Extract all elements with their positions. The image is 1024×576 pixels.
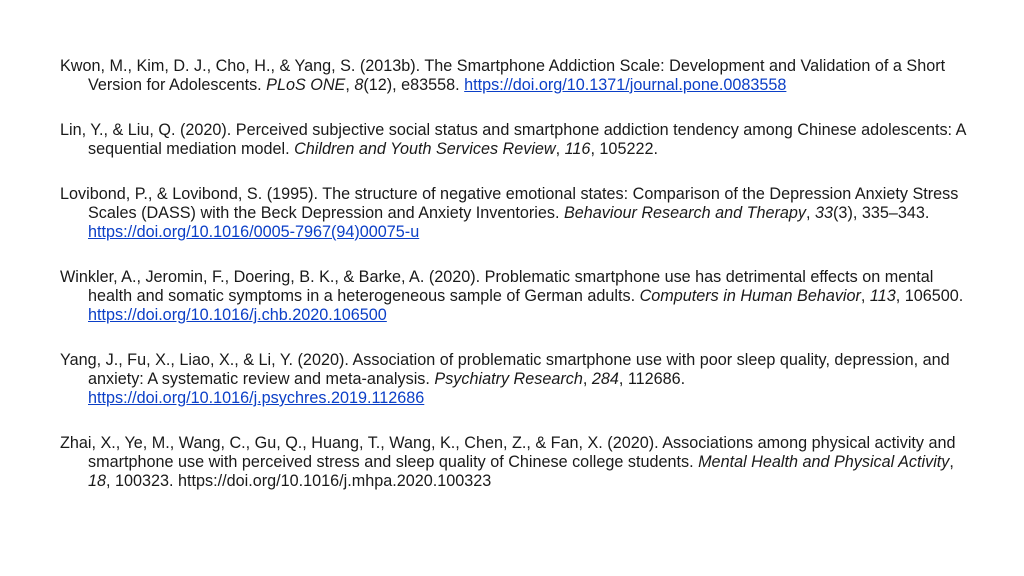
ref-journal: Behaviour Research and Therapy bbox=[563, 204, 807, 222]
ref-authors: Lin, Y., & Liu, Q. (2020). bbox=[60, 121, 232, 139]
ref-doi-link[interactable]: https://doi.org/10.1016/j.chb.2020.106500 bbox=[88, 306, 387, 324]
ref-authors: Zhai, X., Ye, M., Wang, C., Gu, Q., Huang, T., Wang, K., Chen, Z., & Fan, X. (2020). bbox=[60, 434, 659, 452]
ref-title: Association of problematic smartphone use with poor sleep quality, depression, and anxiety: A systematic review and meta-analysis. bbox=[88, 351, 950, 388]
ref-authors: Winkler, A., Jeromin, F., Doering, B. K., & Barke, A. (2020). bbox=[60, 268, 481, 286]
ref-title: Associations among physical activity and smartphone use with perceived stress and sleep quality of Chinese college students. bbox=[88, 434, 956, 471]
ref-journal: Children and Youth Services Review bbox=[294, 140, 556, 158]
ref-authors: Kwon, M., Kim, D. J., Cho, H., & Yang, S. (2013b). bbox=[60, 57, 421, 75]
ref-doi-link[interactable]: https://doi.org/10.1016/0005-7967(94)00075-u bbox=[88, 223, 420, 241]
ref-journal: Mental Health and Physical Activity bbox=[698, 453, 950, 471]
ref-issue-pages: , 100323. bbox=[106, 472, 174, 490]
ref-issue-pages: , 106500. bbox=[895, 287, 964, 305]
reference-lovibond-1995: Lovibond, P., & Lovibond, S. (1995). The structure of negative emotional states: Comparison of the Depression Anxiety Stress Scales (DASS) with the Beck Depression and Anxiety Inventories. Behaviour Research and Therapy, 33(3), 335–343. https://doi.org/10.1016/0005-7967(94)00075-u bbox=[60, 185, 959, 241]
ref-authors: Yang, J., Fu, X., Liao, X., & Li, Y. (2020). bbox=[60, 351, 349, 369]
reference-winkler-2020: Winkler, A., Jeromin, F., Doering, B. K., & Barke, A. (2020). Problematic smartphone use has detrimental effects on mental health and somatic symptoms in a heterogeneous sample of German adults. Computers in Human Behavior, 113, 106500. https://doi.org/10.1016/j.chb.2020.106500 bbox=[60, 268, 964, 324]
ref-journal: Computers in Human Behavior bbox=[639, 287, 861, 305]
reference-yang-2020: Yang, J., Fu, X., Liao, X., & Li, Y. (2020). Association of problematic smartphone use with poor sleep quality, depression, and anxiety: A systematic review and meta-analysis. Psychiatry Research, 284, 112686. https://doi.org/10.1016/j.psychres.2019.112686 bbox=[60, 351, 950, 407]
ref-journal: PLoS ONE bbox=[266, 76, 346, 94]
ref-issue-pages: , 112686. bbox=[618, 370, 686, 388]
ref-title: Problematic smartphone use has detrimental effects on mental health and somatic symptoms in a heterogeneous sample of German adults. bbox=[88, 268, 934, 305]
reference-zhai-2020: Zhai, X., Ye, M., Wang, C., Gu, Q., Huang, T., Wang, K., Chen, Z., & Fan, X. (2020). Associations among physical activity and smartphone use with perceived stress and sleep quality of Chinese college students. Mental Health and Physical Activity, 18, 100323. https://doi.org/10.1016/j.mhpa.2020.100323 bbox=[60, 434, 956, 490]
ref-issue-pages: (3), 335–343. bbox=[833, 204, 930, 222]
reference-lin-2020: Lin, Y., & Liu, Q. (2020). Perceived subjective social status and smartphone addiction tendency among Chinese adolescents: A sequential mediation model. Children and Youth Services Review, 116, 105222. bbox=[60, 121, 966, 158]
ref-doi-text: https://doi.org/10.1016/j.mhpa.2020.100323 bbox=[178, 472, 492, 490]
ref-volume: 113 bbox=[869, 287, 896, 305]
ref-volume: 18 bbox=[88, 472, 107, 490]
ref-issue-pages: , 105222. bbox=[590, 140, 658, 158]
ref-doi-link[interactable]: https://doi.org/10.1016/j.psychres.2019.112686 bbox=[88, 389, 425, 407]
ref-volume: 284 bbox=[591, 370, 619, 388]
ref-doi-link[interactable]: https://doi.org/10.1371/journal.pone.0083558 bbox=[464, 76, 787, 94]
reference-kwon-2013: Kwon, M., Kim, D. J., Cho, H., & Yang, S. (2013b). The Smartphone Addiction Scale: Development and Validation of a Short Version for Adolescents. PLoS ONE, 8(12), e83558. https://doi.org/10.1371/journal.pone.0083558 bbox=[60, 57, 946, 94]
ref-volume: 33 bbox=[815, 204, 834, 222]
ref-volume: 8 bbox=[354, 76, 364, 94]
ref-authors: Lovibond, P., & Lovibond, S. (1995). bbox=[60, 185, 318, 203]
ref-title: Perceived subjective social status and smartphone addiction tendency among Chinese adolescents: A sequential mediation model. bbox=[88, 121, 966, 158]
ref-title: The structure of negative emotional states: Comparison of the Depression Anxiety Stress Scales (DASS) with the Beck Depression and Anxiety Inventories. bbox=[88, 185, 959, 222]
ref-volume: 116 bbox=[564, 140, 591, 158]
ref-title: The Smartphone Addiction Scale: Development and Validation of a Short Version for Adolescents. bbox=[88, 57, 946, 94]
ref-journal: Psychiatry Research bbox=[434, 370, 583, 388]
ref-issue-pages: (12), e83558. bbox=[363, 76, 460, 94]
